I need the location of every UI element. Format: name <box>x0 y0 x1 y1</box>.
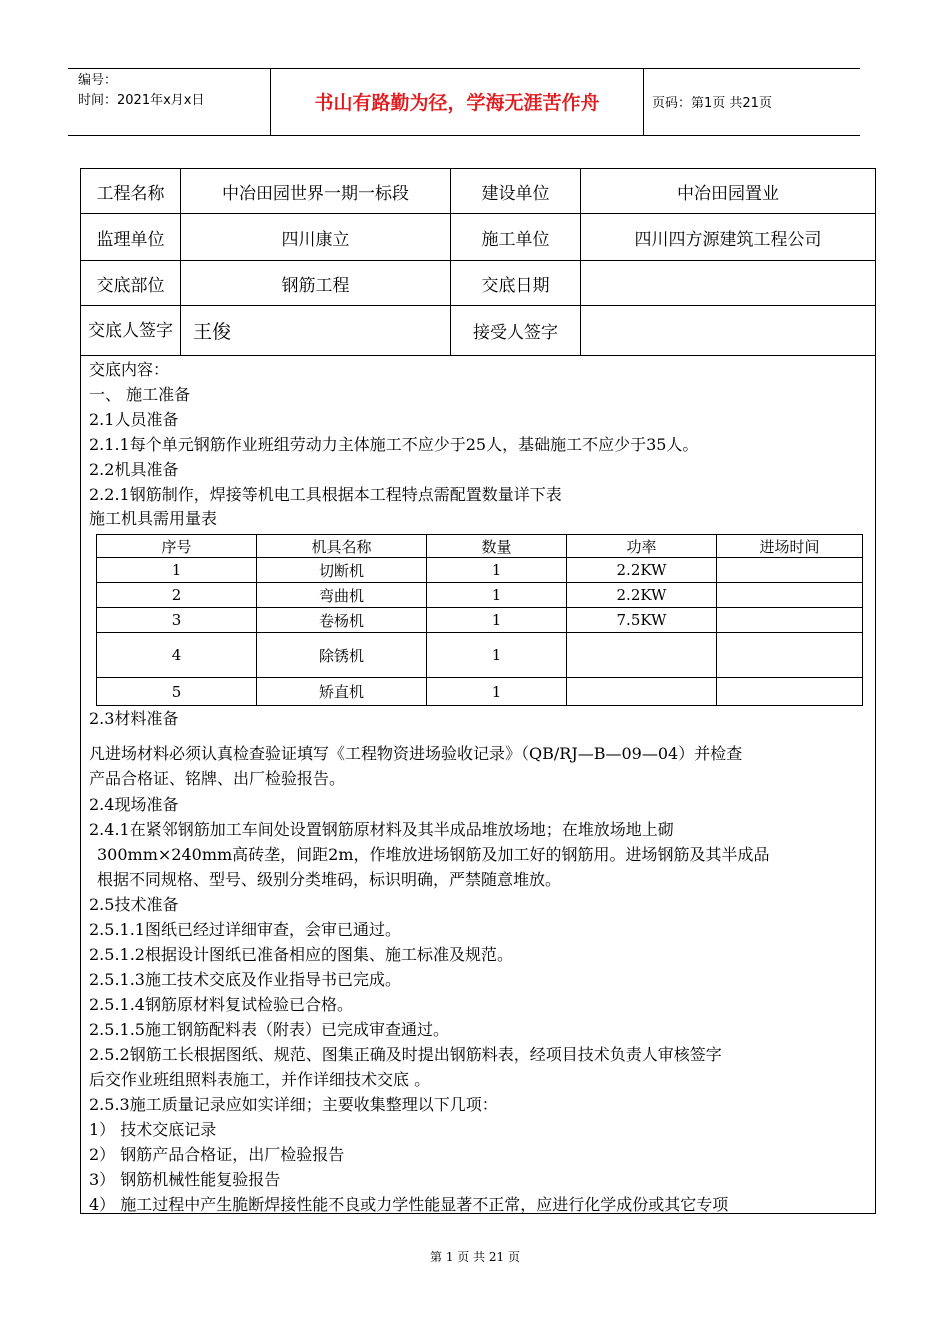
table-cell: 7.5KW <box>567 608 717 633</box>
table-cell: 交底日期 <box>451 261 581 306</box>
content-line: 2.5.1.5施工钢筋配料表（附表）已完成审查通过。 <box>89 1020 449 1039</box>
table-cell <box>581 261 876 306</box>
table-cell: 施工单位 <box>451 214 581 261</box>
column-header: 序号 <box>97 535 257 558</box>
table-cell: 卷杨机 <box>257 608 427 633</box>
table-cell: 4 <box>97 633 257 678</box>
table-cell: 中冶田园世界一期一标段 <box>181 169 451 214</box>
content-line: 一、 施工准备 <box>89 385 191 404</box>
column-header: 数量 <box>427 535 567 558</box>
table-cell: 2.2KW <box>567 558 717 583</box>
column-header: 功率 <box>567 535 717 558</box>
table-cell <box>567 678 717 706</box>
content-line: 2.5.1.2根据设计图纸已准备相应的图集、施工标准及规范。 <box>89 945 513 964</box>
table-cell <box>717 558 863 583</box>
table-cell: 3 <box>97 608 257 633</box>
content-line: 2.5.2钢筋工长根据图纸、规范、图集正确及时提出钢筋料表，经项目技术负责人审核签字 <box>89 1045 722 1064</box>
document-time-label: 时间：2021年x月x日 <box>78 93 205 108</box>
table-header-row <box>97 535 863 558</box>
table-row <box>97 608 863 633</box>
table-cell <box>717 608 863 633</box>
content-line: 交底内容： <box>89 360 170 379</box>
document-number-label: 编号： <box>78 73 118 88</box>
content-line: 3） 钢筋机械性能复验报告 <box>89 1170 281 1189</box>
header-divider <box>643 68 644 135</box>
header-bottom-rule <box>68 135 860 136</box>
disclosure-content <box>80 355 876 1214</box>
equipment-table <box>96 534 863 706</box>
content-line: 2.2.1钢筋制作，焊接等机电工具根据本工程特点需配置数量详下表 <box>89 485 562 504</box>
content-line: 施工机具需用量表 <box>89 509 218 528</box>
table-cell <box>581 306 876 356</box>
table-cell: 矫直机 <box>257 678 427 706</box>
content-line: 2.1.1每个单元钢筋作业班组劳动力主体施工不应少于25人，基础施工不应少于35人。 <box>89 435 699 454</box>
table-cell: 钢筋工程 <box>181 261 451 306</box>
content-line: 4） 施工过程中产生脆断焊接性能不良或力学性能显著不正常，应进行化学成份或其它专项 <box>89 1195 729 1214</box>
content-line: 2.5.1.3施工技术交底及作业指导书已完成。 <box>89 970 401 989</box>
table-cell: 1 <box>97 558 257 583</box>
content-line: 2.5.1.4钢筋原材料复试检验已合格。 <box>89 995 353 1014</box>
header-divider <box>270 68 271 135</box>
table-cell: 中冶田园置业 <box>581 169 876 214</box>
table-cell: 2 <box>97 583 257 608</box>
content-line: 2.5.1.1图纸已经过详细审查，会审已通过。 <box>89 920 401 939</box>
table-cell: 1 <box>427 583 567 608</box>
header-motto: 书山有路勤为径，学海无涯苦作舟 <box>314 92 600 114</box>
table-row <box>81 214 876 261</box>
table-cell: 四川康立 <box>181 214 451 261</box>
content-line: 2.3材料准备 <box>89 709 179 728</box>
project-info-table <box>80 168 876 356</box>
content-line: 2.2机具准备 <box>89 460 179 479</box>
table-cell: 1 <box>427 558 567 583</box>
table-cell <box>717 633 863 678</box>
content-line: 2.5技术准备 <box>89 895 179 914</box>
header-top-rule <box>68 68 860 69</box>
table-row <box>81 261 876 306</box>
content-line: 1） 技术交底记录 <box>89 1120 217 1139</box>
signature-value: 王俊 <box>181 306 451 356</box>
table-cell: 5 <box>97 678 257 706</box>
table-cell: 四川四方源建筑工程公司 <box>581 214 876 261</box>
table-cell: 建设单位 <box>451 169 581 214</box>
table-cell: 切断机 <box>257 558 427 583</box>
table-cell: 监理单位 <box>81 214 181 261</box>
table-cell: 除锈机 <box>257 633 427 678</box>
content-line: 300mm×240mm高砖垄，间距2m，作堆放进场钢筋及加工好的钢筋用。进场钢筋及其半成品 <box>97 845 770 864</box>
table-cell: 工程名称 <box>81 169 181 214</box>
page-footer: 第 1 页 共 21 页 <box>430 1250 520 1264</box>
table-cell <box>717 678 863 706</box>
page-number-label: 页码：第1页 共21页 <box>652 96 772 111</box>
content-line: 产品合格证、铭牌、出厂检验报告。 <box>89 769 346 788</box>
table-row <box>97 678 863 706</box>
table-cell: 交底人签字 <box>81 306 181 356</box>
content-line: 2.4现场准备 <box>89 795 179 814</box>
table-row <box>97 583 863 608</box>
table-row <box>97 558 863 583</box>
table-cell: 交底部位 <box>81 261 181 306</box>
table-row <box>81 306 876 356</box>
table-cell: 弯曲机 <box>257 583 427 608</box>
content-line: 后交作业班组照料表施工，并作详细技术交底 。 <box>89 1070 431 1089</box>
content-line: 2.4.1在紧邻钢筋加工车间处设置钢筋原材料及其半成品堆放场地；在堆放场地上砌 <box>89 820 674 839</box>
table-cell: 1 <box>427 678 567 706</box>
table-cell: 接受人签字 <box>451 306 581 356</box>
content-line: 2.5.3施工质量记录应如实详细；主要收集整理以下几项： <box>89 1095 498 1114</box>
content-line: 2） 钢筋产品合格证，出厂检验报告 <box>89 1145 345 1164</box>
table-cell <box>567 633 717 678</box>
table-cell: 2.2KW <box>567 583 717 608</box>
table-row <box>81 169 876 214</box>
content-line: 凡进场材料必须认真检查验证填写《工程物资进场验收记录》（QB/RJ—B—09—04）并检查 <box>89 744 743 763</box>
table-cell <box>717 583 863 608</box>
table-row <box>97 633 863 678</box>
content-line: 2.1人员准备 <box>89 410 179 429</box>
column-header: 机具名称 <box>257 535 427 558</box>
column-header: 进场时间 <box>717 535 863 558</box>
content-line: 根据不同规格、型号、级别分类堆码，标识明确，严禁随意堆放。 <box>97 870 562 889</box>
table-cell: 1 <box>427 633 567 678</box>
table-cell: 1 <box>427 608 567 633</box>
